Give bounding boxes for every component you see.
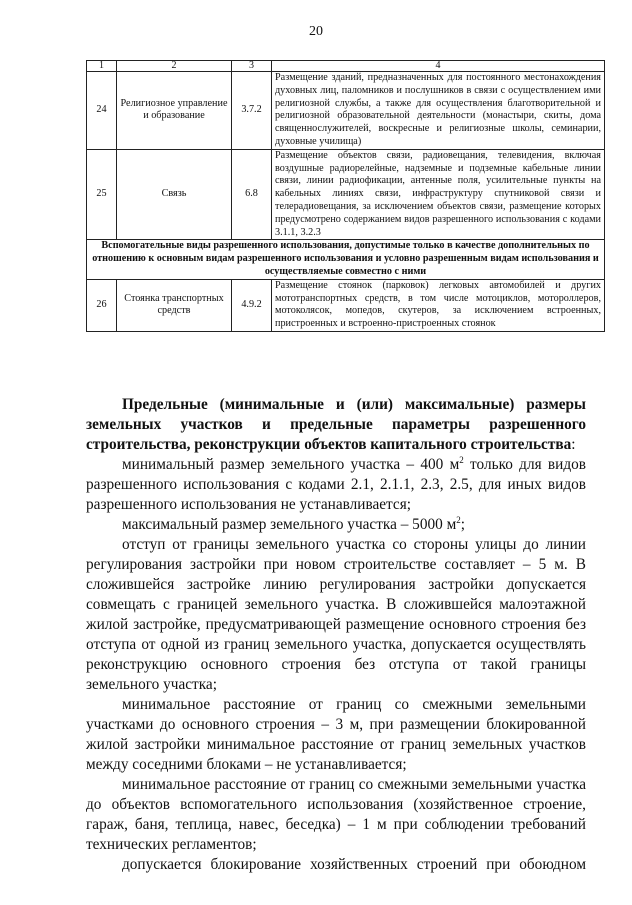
header-cell: 3 (232, 61, 272, 72)
row-number: 24 (87, 72, 117, 150)
header-cell: 4 (272, 61, 605, 72)
text-span: минимальный размер земельного участка – 400 м (122, 456, 460, 473)
row-number: 25 (87, 149, 117, 240)
section-heading (86, 395, 586, 455)
auxiliary-header-row (87, 240, 605, 279)
use-type-name: Стоянка транспортных средств (117, 279, 232, 331)
text-span: максимальный размер земельного участка – 5000 м (122, 516, 457, 533)
text-span: ; (460, 516, 466, 533)
paragraph-distance-auxiliary: минимальное расстояние от границ со смежными земельными участка до объектов вспомогательного использования (хозяйственное строение, гараж, баня, теплица, навес, беседка) – 1 м при соблюдении требований технических регламентов; (86, 776, 586, 853)
page-number: 20 (309, 24, 323, 39)
table-row (87, 149, 605, 240)
paragraph-max-area (86, 515, 586, 535)
parameters-section (86, 395, 586, 875)
paragraph-blocking: допускается блокирование хозяйственных строений при обоюдном (122, 856, 586, 873)
paragraph-distance-main: минимальное расстояние от границ со смежными земельными участками до основного строения – 3 м, при размещении блокированной жилой застройки минимальное расстояние от границ земельных участков между соседними блоками – не устанавливается; (86, 696, 586, 773)
section-heading-suffix: : (571, 436, 576, 453)
use-type-name: Религиозное управление и образование (117, 72, 232, 150)
paragraph-setback: отступ от границы земельного участка со стороны улицы до линии регулирования застройки при новом строительстве составляет – 5 м. В сложившейся застройке линию регулирования застройки допускается совмещать с границей земельного участка. В сложившейся малоэтажной жилой застройке, предусматривающей размещение основного строения без отступа от одной из границ земельного участка, допускается осуществлять реконструкцию основного строения без отступа от такой границы земельного участка; (86, 536, 586, 693)
use-type-description: Размещение стоянок (парковок) легковых автомобилей и других мототранспортных средств, в том числе мотоциклов, мотороллеров, мотоколясок, мопедов, скутеров, за исключением встроенных, пристроенных и встроенно-пристроенных стоянок (272, 279, 605, 331)
section-heading-text: Предельные (минимальные и (или) максимальные) размеры земельных участков и предельные параметры разрешенного строительства, реконструкции объектов капитального строительства (86, 396, 586, 453)
use-type-code: 4.9.2 (232, 279, 272, 331)
superscript: 2 (459, 454, 464, 465)
land-use-table (86, 60, 605, 332)
header-cell: 2 (117, 61, 232, 72)
header-cell: 1 (87, 61, 117, 72)
use-type-code: 6.8 (232, 149, 272, 240)
use-type-description: Размещение объектов связи, радиовещания, телевидения, включая воздушные радиорелейные, надземные и подземные кабельные линии связи, линии радиофикации, антенные поля, усилительные пункты на кабельных линиях связи, инфраструктуру спутниковой связи и телерадиовещания, за исключением объектов связи, размещение которых предусмотрено содержанием видов разрешенного использования с кодами 3.1.1, 3.2.3 (272, 149, 605, 240)
paragraph-min-area (86, 455, 586, 515)
row-number: 26 (87, 279, 117, 331)
table-row (87, 72, 605, 150)
use-type-description: Размещение зданий, предназначенных для постоянного местонахождения духовных лиц, паломников и послушников в связи с осуществлением ими религиозной службы, а также для осуществления благотворительной и религиозной образовательной деятельности (монастыри, скиты, дома священнослужителей, воскресные и религиозные школы, семинарии, духовные училища) (272, 72, 605, 150)
use-type-name: Связь (117, 149, 232, 240)
table-row (87, 279, 605, 331)
auxiliary-uses-heading: Вспомогательные виды разрешенного использования, допустимые только в качестве дополнительных по отношению к основным видам разрешенного использования и условно разрешенным видам использования и осуществляемые совместно с ними (87, 240, 605, 279)
superscript: 2 (456, 514, 461, 525)
text-span: только для видов разрешенного использования с кодами 2.1, 2.1.1, 2.3, 2.5, для иных видов разрешенного использования не устанавливается; (86, 456, 586, 513)
table-header-row (87, 61, 605, 72)
use-type-code: 3.7.2 (232, 72, 272, 150)
